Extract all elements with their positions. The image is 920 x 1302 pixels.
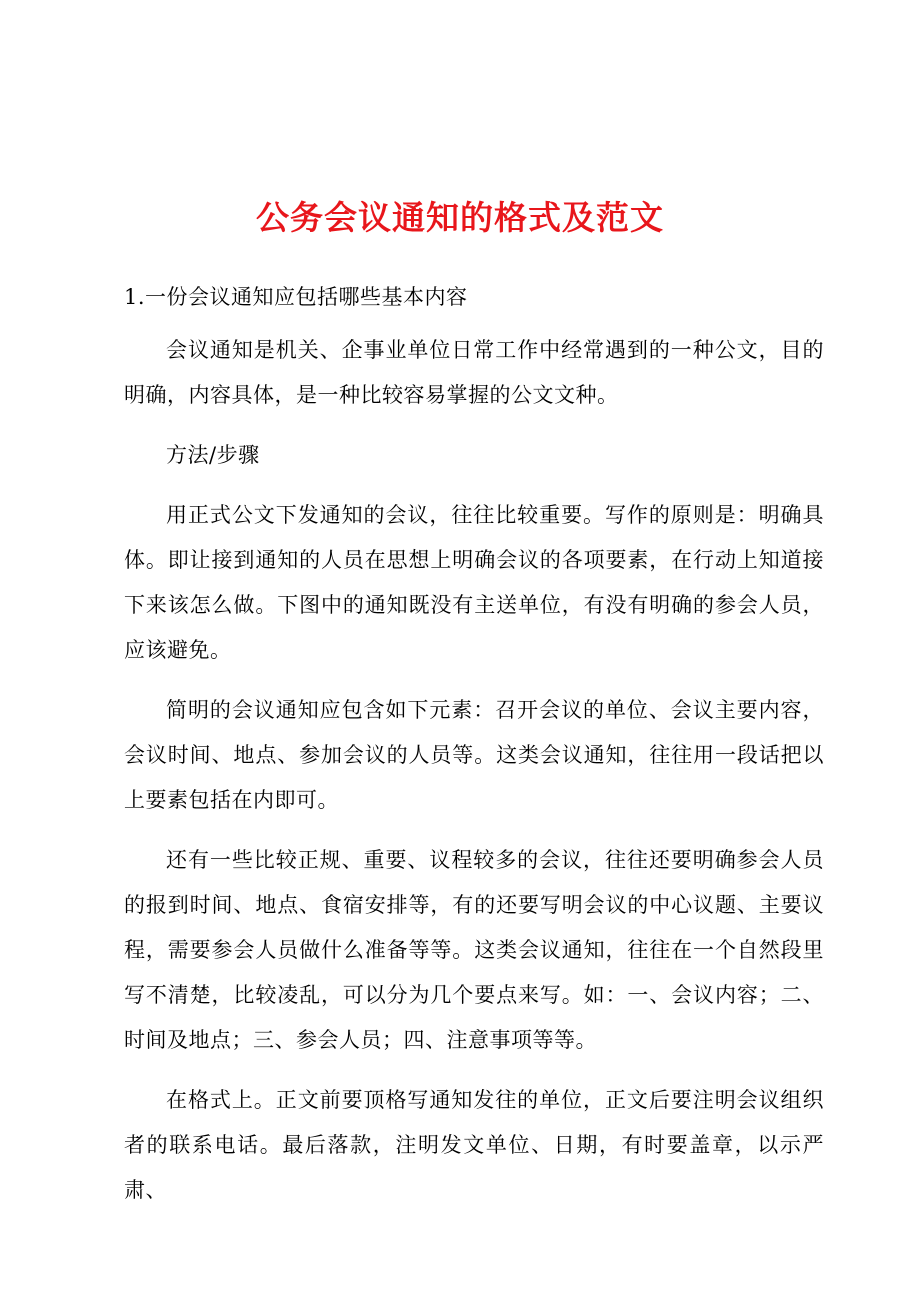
paragraph-intro: 会议通知是机关、企事业单位日常工作中经常遇到的一种公文，目的明确，内容具体，是一种比较容易掌握的公文文种。 — [124, 338, 824, 407]
document-title: 公务会议通知的格式及范文 — [256, 198, 664, 237]
paragraph-simple-notice: 简明的会议通知应包含如下元素：召开会议的单位、会议主要内容，会议时间、地点、参加会议的人员等。这类会议通知，往往用一段话把以上要素包括在内即可。 — [124, 698, 824, 812]
paragraph-formal-notice: 用正式公文下发通知的会议，往往比较重要。写作的原则是：明确具体。即让接到通知的人员在思想上明确会议的各项要素，在行动上知道接下来该怎么做。下图中的通知既没有主送单位，有没有明确的参会人员，应该避免。 — [124, 503, 824, 662]
paragraph-format: 在格式上。正文前要顶格写通知发往的单位，正文后要注明会议组织者的联系电话。最后落款，注明发文单位、日期，有时要盖章，以示严肃、 — [124, 1088, 824, 1202]
paragraph-complex-notice: 还有一些比较正规、重要、议程较多的会议，往往还要明确参会人员的报到时间、地点、食宿安排等，有的还要写明会议的中心议题、主要议程，需要参会人员做什么准备等等。这类会议通知，往往在一个自然段里写不清楚，比较凌乱，可以分为几个要点来写。如：一、会议内容；二、时间及地点；三、参会人员；四、注意事项等等。 — [124, 848, 824, 1052]
section-heading: 1.一份会议通知应包括哪些基本内容 — [124, 285, 468, 309]
document-body — [124, 282, 824, 1228]
paragraph-method-label: 方法/步骤 — [166, 443, 260, 467]
